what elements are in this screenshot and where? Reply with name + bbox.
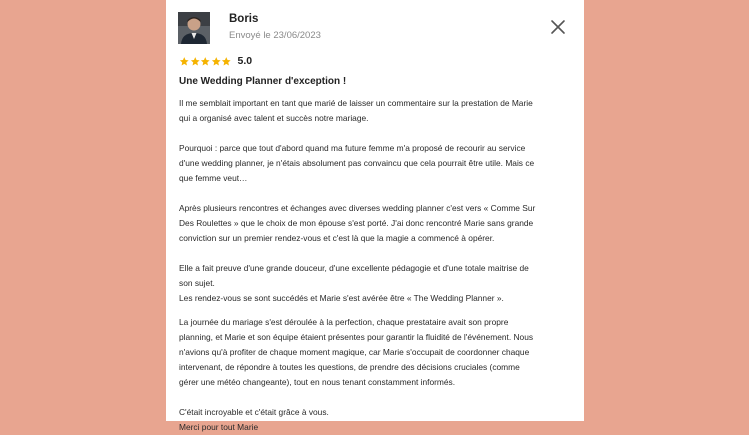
star-rating xyxy=(179,56,232,67)
close-icon xyxy=(548,17,568,37)
sent-date: Envoyé le 23/06/2023 xyxy=(229,30,321,41)
star-icon xyxy=(200,56,211,67)
rating-value: 5.0 xyxy=(237,55,253,67)
close-button[interactable] xyxy=(548,17,568,37)
star-icon xyxy=(221,56,232,67)
star-icon xyxy=(190,56,201,67)
rating-row xyxy=(179,54,252,68)
star-icon xyxy=(211,56,222,67)
review-body xyxy=(179,96,563,435)
review-paragraph: Elle a fait preuve d'une grande douceur, d'une excellente pédagogie et d'une totale maitrise de son sujet. Les rendez-vous se sont succédés et Marie s'est avérée être « The Wedding Planner ». xyxy=(179,263,529,303)
review-paragraph: Il me semblait important en tant que marié de laisser un commentaire sur la prestation de Marie qui a organisé avec talent et succès notre mariage. xyxy=(179,98,533,123)
review-paragraph: C'était incroyable et c'était grâce à vous. Merci pour tout Marie xyxy=(179,407,329,432)
review-paragraph: La journée du mariage s'est déroulée à la perfection, chaque prestataire avait son propre planning, et Marie et son équipe étaient présentes pour garantir la fluidité de l'événement. Nous n'avions qu'à profiter de chaque moment magique, car Marie s'occupait de coordonner chaque intervenant, de répondre à toutes les questions, de prendre des décisions cruciales (comme gérer une météo changeante), tout en nous tenant constamment informés. xyxy=(179,317,534,387)
star-icon xyxy=(179,56,190,67)
review-title: Une Wedding Planner d'exception ! xyxy=(179,76,347,87)
review-paragraph: Pourquoi : parce que tout d'abord quand ma future femme m'a proposé de recourir au service d'une wedding planner, je n'étais absolument pas convaincu que cela pourrait être utile. Mais ce que femme veut… xyxy=(179,143,535,183)
review-paragraph: Après plusieurs rencontres et échanges avec diverses wedding planner c'est vers « Comme Sur Des Roulettes » que le choix de mon épouse s'est porté. J'ai donc rencontré Marie sans grande conviction sur un premier rendez-vous et c'est là que la magie a commencé à opérer. xyxy=(179,203,536,243)
reviewer-name: Boris xyxy=(229,13,259,25)
avatar xyxy=(178,12,210,44)
review-modal xyxy=(166,0,584,432)
